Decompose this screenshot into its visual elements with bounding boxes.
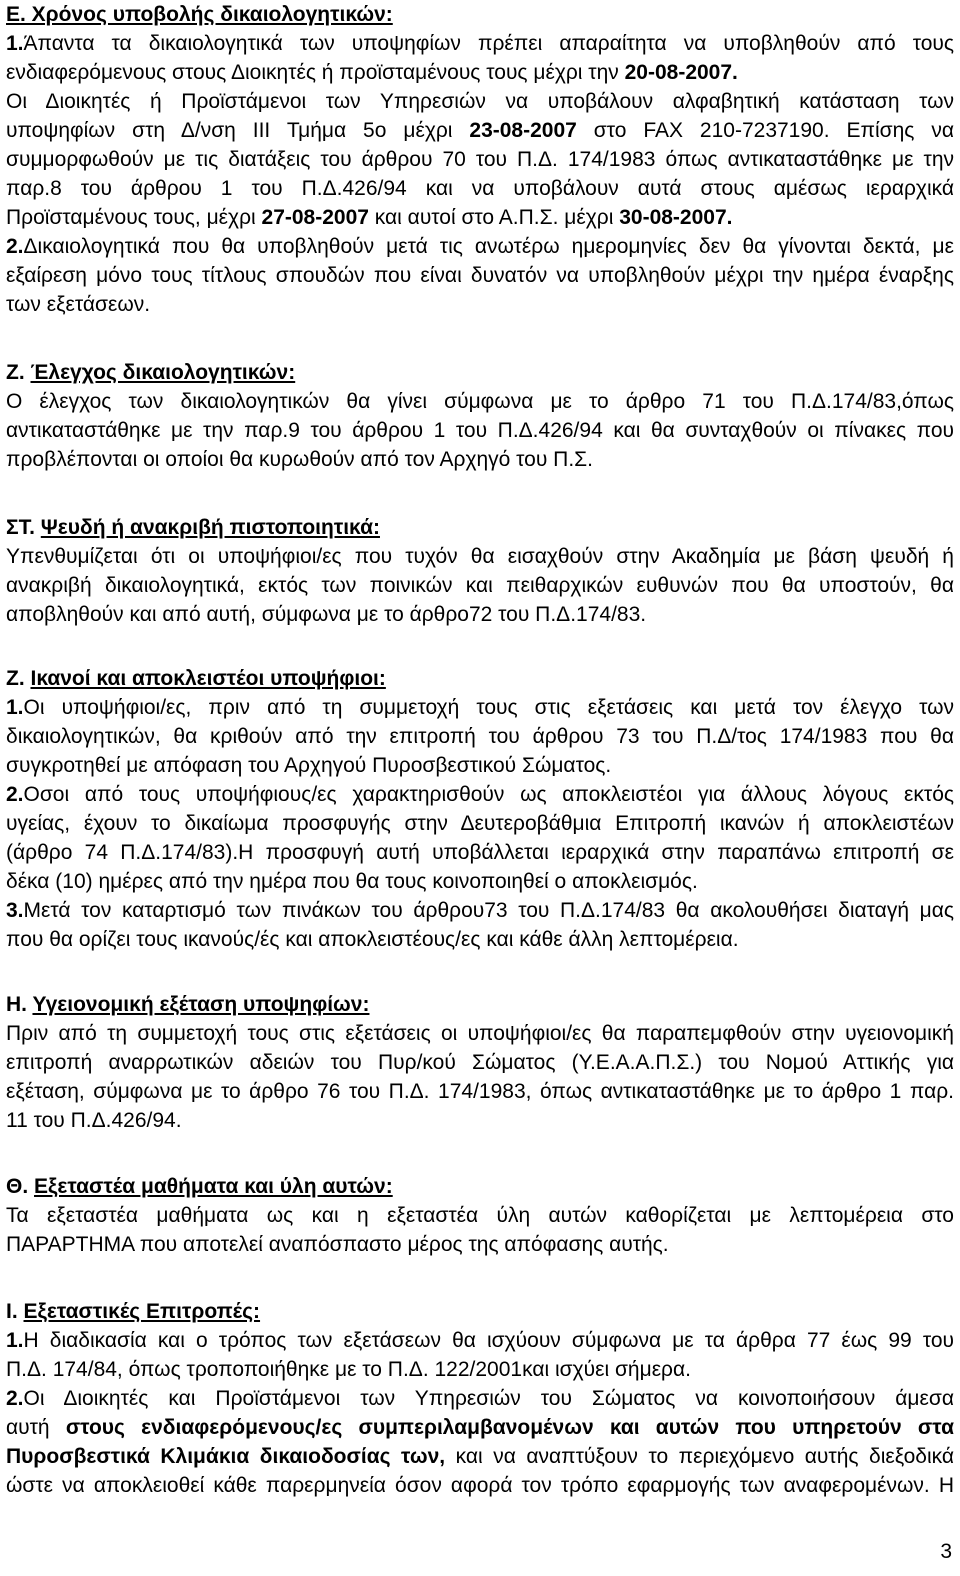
paragraph-line bbox=[6, 387, 954, 416]
page-number: 3 bbox=[940, 1540, 952, 1563]
paragraph-line bbox=[6, 445, 954, 474]
text-run: επιτροπή αναρρωτικών αδειών του Πυρ/κού Σώματος (Υ.Ε.Α.Α.Π.Σ.) του Νομού Αττικής για bbox=[6, 1051, 954, 1074]
section-heading-line bbox=[6, 358, 954, 387]
text-run: ανακριβή δικαιολογητικά, εκτός των ποινικών και πειθαρχικών ευθυνών που θα υποστούν, θα bbox=[6, 574, 954, 597]
paragraph-line bbox=[6, 1019, 954, 1048]
text-run: υποψηφίων στη Δ/νση ΙΙΙ Τμήμα 5ο μέχρι bbox=[6, 119, 470, 142]
text-run: Οι Διοικητές και Προϊστάμενοι των Υπηρεσιών του Σώματος να κοινοποιήσουν άμεσα bbox=[23, 1387, 954, 1410]
text-run: Εξεταστέα μαθήματα και ύλη αυτών: bbox=[34, 1175, 393, 1198]
paragraph-line bbox=[6, 1106, 954, 1135]
section-heading-line bbox=[6, 513, 954, 542]
text-run: Ζ. bbox=[6, 667, 31, 690]
text-run: 11 του Π.Δ.426/94. bbox=[6, 1109, 182, 1132]
paragraph-line bbox=[6, 571, 954, 600]
text-run: 2. bbox=[6, 1387, 24, 1410]
paragraph-line bbox=[6, 867, 954, 896]
text-run: Έλεγχος δικαιολογητικών: bbox=[30, 361, 296, 384]
text-run: Ψευδή ή ανακριβή πιστοποιητικά: bbox=[40, 516, 380, 539]
section-heading-line bbox=[6, 1172, 954, 1201]
text-run: 20-08-2007. bbox=[624, 61, 738, 84]
paragraph-line bbox=[6, 145, 954, 174]
paragraph-line bbox=[6, 1471, 954, 1500]
text-run: συμμορφωθούν με τις διατάξεις του άρθρου 70 του Π.Δ. 174/1983 όπως αντικαταστάθηκε με την bbox=[6, 148, 954, 171]
paragraph-line bbox=[6, 416, 954, 445]
text-run: Η. bbox=[6, 993, 33, 1016]
text-run: Οι υποψήφιοι/ες, πριν από τη συμμετοχή τους στις εξετάσεις και μετά τον έλεγχο των bbox=[23, 696, 954, 719]
paragraph-line bbox=[6, 542, 954, 571]
paragraph-line bbox=[6, 116, 954, 145]
paragraph-line bbox=[6, 1230, 954, 1259]
paragraph-line bbox=[6, 1384, 954, 1413]
text-run: Η διαδικασία και ο τρόπος των εξετάσεων θα ισχύουν σύμφωνα με τα άρθρα 77 έως 99 του bbox=[23, 1329, 954, 1352]
text-run: Εξεταστικές Επιτροπές: bbox=[23, 1300, 261, 1323]
paragraph-line bbox=[6, 809, 954, 838]
paragraph-line bbox=[6, 232, 954, 261]
paragraph-line bbox=[6, 29, 954, 58]
text-run: στους ενδιαφερόμενους/ες συμπεριλαμβανομένων και αυτών που υπηρετούν στα bbox=[65, 1416, 954, 1439]
text-run: και να αναπτύξουν το περιεχόμενο αυτής διεξοδικά bbox=[445, 1445, 954, 1468]
text-run: Δικαιολογητικά που θα υποβληθούν μετά τις ανωτέρω ημερομηνίες δεν θα γίνονται δεκτά, με bbox=[23, 235, 954, 258]
section-heading-line bbox=[6, 664, 954, 693]
text-run: Οι Διοικητές ή Προϊστάμενοι των Υπηρεσιών να υποβάλουν αλφαβητική κατάσταση των bbox=[6, 90, 954, 113]
paragraph-line bbox=[6, 290, 954, 319]
paragraph-line bbox=[6, 751, 954, 780]
text-run: συγκροτηθεί με απόφαση του Αρχηγού Πυροσβεστικού Σώματος. bbox=[6, 754, 612, 777]
text-run: 30-08-2007. bbox=[619, 206, 733, 229]
text-run: 1. bbox=[6, 32, 24, 55]
text-run: Μετά τον καταρτισμό των πινάκων του άρθρου73 του Π.Δ.174/83 θα ακολουθήσει διαταγή μας bbox=[23, 899, 954, 922]
text-run: Ζ. bbox=[6, 361, 31, 384]
text-run: Ε. Χρόνος υποβολής δικαιολογητικών: bbox=[6, 3, 393, 26]
text-run: αντικαταστάθηκε με την παρ.9 του άρθρου 1 του Π.Δ.426/94 και θα συνταχθούν οι πίνακες που bbox=[6, 419, 954, 442]
text-run: Πριν από τη συμμετοχή τους στις εξετάσεις οι υποψήφιοι/ες θα παραπεμφθούν στην υγειονομική bbox=[6, 1022, 954, 1045]
paragraph-line bbox=[6, 780, 954, 809]
text-run: Ι. bbox=[6, 1300, 24, 1323]
paragraph-line bbox=[6, 1077, 954, 1106]
section-heading-line bbox=[6, 1297, 954, 1326]
paragraph-line bbox=[6, 600, 954, 629]
text-run: αυτή bbox=[6, 1416, 66, 1439]
text-run: ενδιαφερόμενους στους Διοικητές ή προϊσταμένους τους μέχρι την bbox=[6, 61, 625, 84]
text-run: 27-08-2007 bbox=[261, 206, 369, 229]
text-run: και αυτοί στο Α.Π.Σ. μέχρι bbox=[368, 206, 620, 229]
paragraph-line bbox=[6, 1442, 954, 1471]
paragraph-line bbox=[6, 87, 954, 116]
text-run: Υπενθυμίζεται ότι οι υποψήφιοι/ες που τυχόν θα εισαχθούν στην Ακαδημία με βάση ψευδή ή bbox=[6, 545, 954, 568]
text-run: (άρθρο 74 Π.Δ.174/83).Η προσφυγή αυτή υποβάλλεται ιεραρχικά στην παραπάνω επιτροπή σε bbox=[6, 841, 954, 864]
text-run: δέκα (10) ημέρες από την ημέρα που θα τους κοινοποιηθεί ο αποκλεισμός. bbox=[6, 870, 698, 893]
paragraph-line bbox=[6, 838, 954, 867]
text-run: στο FAX 210-7237190. Επίσης να bbox=[576, 119, 954, 142]
text-run: ΠΑΡΑΡΤΗΜΑ που αποτελεί αναπόσπαστο μέρος της απόφασης αυτής. bbox=[6, 1233, 669, 1256]
paragraph-line bbox=[6, 896, 954, 925]
paragraph-line bbox=[6, 58, 954, 87]
paragraph-line bbox=[6, 174, 954, 203]
text-run: ΣΤ. bbox=[6, 516, 41, 539]
text-run: υγείας, έχουν το δικαίωμα προσφυγής στην Δευτεροβάθμια Επιτροπή ικανών ή αποκλειστέων bbox=[6, 812, 954, 835]
paragraph-line bbox=[6, 203, 954, 232]
text-run: Οσοι από τους υποψήφιους/ες χαρακτηρισθούν ως αποκλειστέοι για άλλους λόγους εκτός bbox=[23, 783, 954, 806]
text-run: Υγειονομική εξέταση υποψηφίων: bbox=[32, 993, 370, 1016]
paragraph-line bbox=[6, 1355, 954, 1384]
paragraph-line bbox=[6, 261, 954, 290]
paragraph-line bbox=[6, 693, 954, 722]
text-run: ώστε να αποκλειοθεί κάθε παρερμηνεία όσον αφορά τον τρόπο εφαρμογής των αναφερομένων. Η bbox=[6, 1474, 954, 1497]
text-run: 3. bbox=[6, 899, 24, 922]
text-run: που θα ορίζει τους ικανούς/ές και αποκλειστέους/ες και κάθε άλλη λεπτομέρεια. bbox=[6, 928, 739, 951]
text-run: δικαιολογητικών, θα κριθούν από την επιτροπή του άρθρου 73 του Π.Δ/τος 174/1983 που θα bbox=[6, 725, 954, 748]
paragraph-line bbox=[6, 925, 954, 954]
section-heading-line bbox=[6, 0, 954, 29]
paragraph-line bbox=[6, 1201, 954, 1230]
text-run: εξαίρεση μόνο τους τίτλους σπουδών που είναι δυνατόν να υποβληθούν μέχρι την ημέρα έναρξης bbox=[6, 264, 954, 287]
text-run: 23-08-2007 bbox=[469, 119, 577, 142]
text-run: Ο έλεγχος των δικαιολογητικών θα γίνει σύμφωνα με το άρθρο 71 του Π.Δ.174/83,όπως bbox=[6, 390, 954, 413]
paragraph-line bbox=[6, 1326, 954, 1355]
text-run: Άπαντα τα δικαιολογητικά των υποψηφίων πρέπει απαραίτητα να υποβληθούν από τους bbox=[23, 32, 954, 55]
paragraph-line bbox=[6, 1048, 954, 1077]
text-run: Πυροσβεστικά Κλιμάκια δικαιοδοσίας των, bbox=[6, 1445, 446, 1468]
text-run: Π.Δ. 174/84, όπως τροποποιήθηκε με το Π.Δ. 122/2001και ισχύει σήμερα. bbox=[6, 1358, 691, 1381]
text-run: προβλέπονται οι οποίοι θα κυρωθούν από τον Αρχηγό του Π.Σ. bbox=[6, 448, 593, 471]
text-run: Προϊσταμένους τους, μέχρι bbox=[6, 206, 262, 229]
text-run: Θ. bbox=[6, 1175, 35, 1198]
text-run: παρ.8 του άρθρου 1 του Π.Δ.426/94 και να υποβάλουν αυτά στους αμέσως ιεραρχικά bbox=[6, 177, 954, 200]
text-run: 1. bbox=[6, 696, 24, 719]
text-run: αποβληθούν και από αυτή, σύμφωνα με το άρθρο72 του Π.Δ.174/83. bbox=[6, 603, 647, 626]
section-heading-line bbox=[6, 990, 954, 1019]
text-run: Τα εξεταστέα μαθήματα ως και η εξεταστέα ύλη αυτών καθορίζεται με λεπτομέρεια στο bbox=[6, 1204, 954, 1227]
text-run: 2. bbox=[6, 783, 24, 806]
text-run: 2. bbox=[6, 235, 24, 258]
text-run: Ικανοί και αποκλειστέοι υποψήφιοι: bbox=[30, 667, 386, 690]
text-run: 1. bbox=[6, 1329, 24, 1352]
text-run: των εξετάσεων. bbox=[6, 293, 151, 316]
paragraph-line bbox=[6, 722, 954, 751]
text-run: εξέταση, σύμφωνα με το άρθρο 76 του Π.Δ. 174/1983, όπως αντικαταστάθηκε με το άρθρο 1 παρ. bbox=[6, 1080, 954, 1103]
paragraph-line bbox=[6, 1413, 954, 1442]
